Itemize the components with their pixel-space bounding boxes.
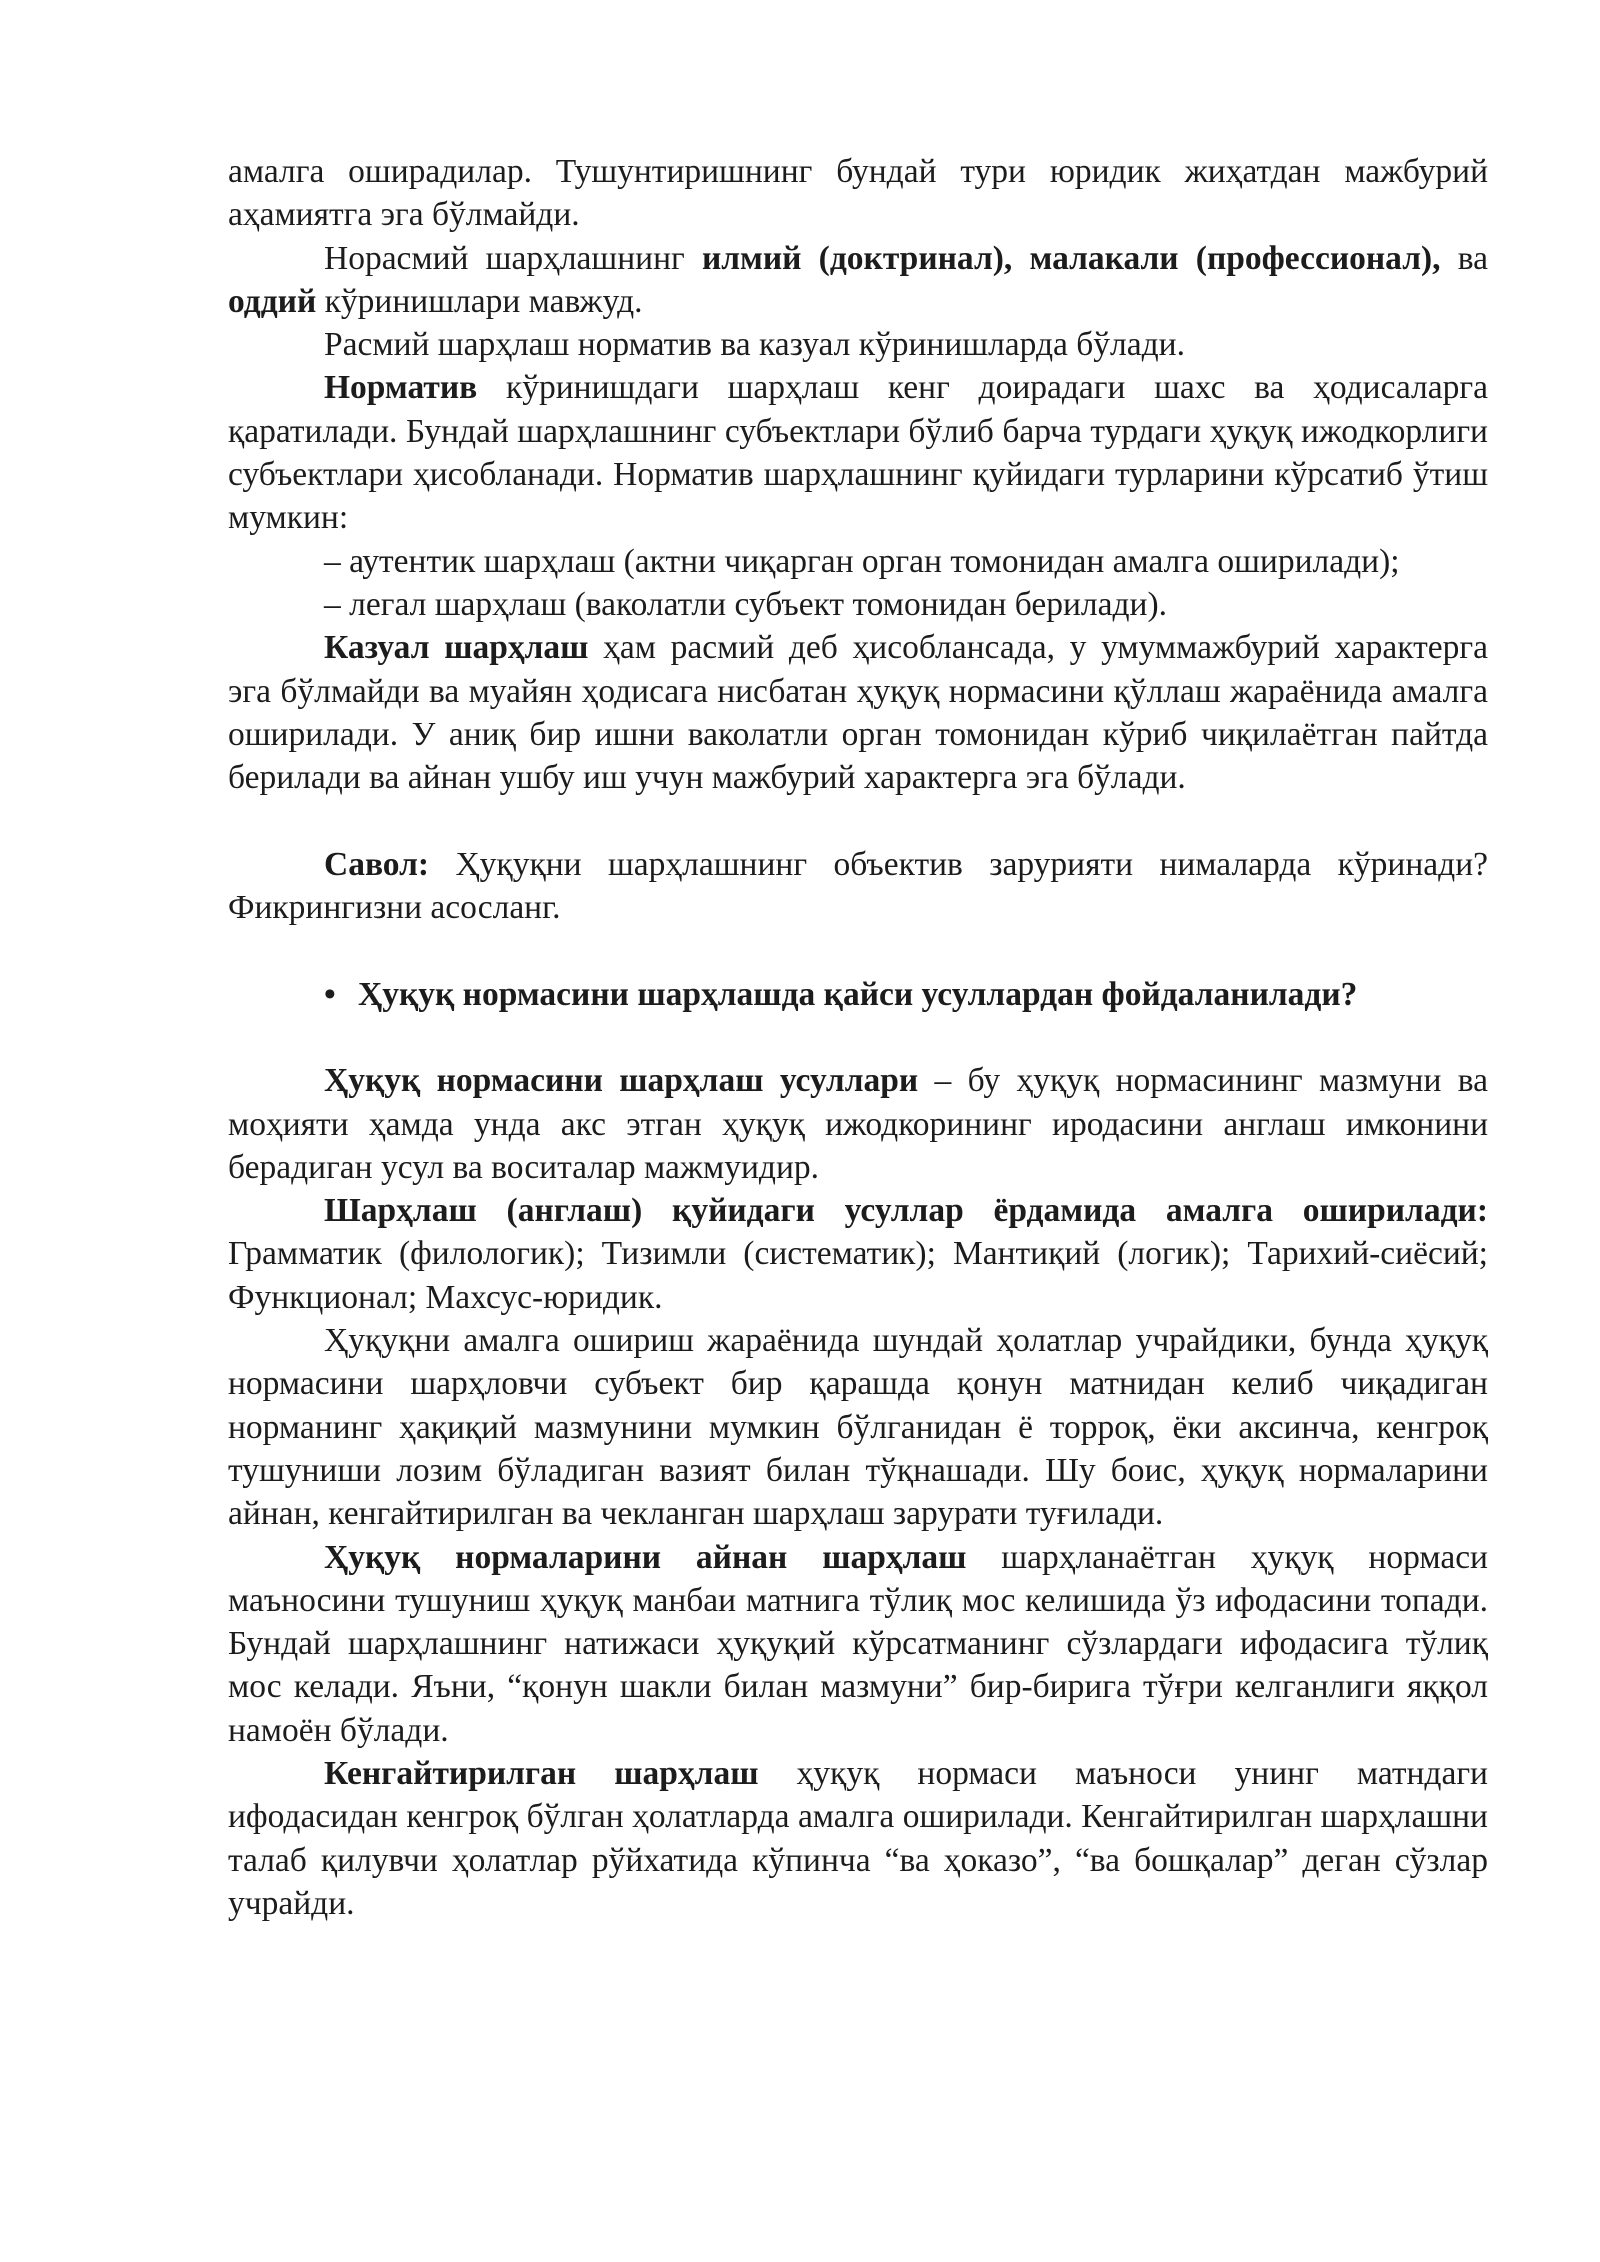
paragraph bbox=[228, 366, 1488, 539]
text-run: ҳам расмий деб ҳисоблансада, у умуммажбурий характерга эга бўлмайди ва муайян ҳодисага нисбатан ҳуқуқ нормасини қўллаш жараёнида амалга оширилади. У аниқ бир ишни ваколатли орган томонидан кўриб чиқилаётган пайтда берилади ва айнан ушбу иш учун мажбурий характерга эга бўлади. bbox=[228, 629, 1488, 797]
bullet-heading-text: Ҳуқуқ нормасини шарҳлашда қайси усуллардан фойдаланилади? bbox=[358, 975, 1358, 1013]
bold-term: Кенгайтирилган шарҳлаш bbox=[324, 1754, 759, 1792]
paragraph: Расмий шарҳлаш норматив ва казуал кўринишларда бўлади. bbox=[324, 326, 1185, 364]
bold-term: Норматив bbox=[324, 369, 478, 407]
list-item: – аутентик шарҳлаш (актни чиқарган орган томонидан амалга оширилади); bbox=[324, 542, 1400, 580]
document-page bbox=[228, 150, 1488, 1925]
text-run: ва bbox=[1440, 239, 1489, 277]
paragraph bbox=[228, 1752, 1488, 1925]
paragraph bbox=[228, 1189, 1488, 1319]
bold-term: илмий (доктринал), малакали (профессионал), bbox=[701, 239, 1441, 277]
text-run: шарҳланаётган ҳуқуқ нормаси маъносини тушуниш ҳуқуқ манбаи матнига тўлиқ мос келишида ўз ифодасини топади. Бундай шарҳлашнинг натижаси ҳуқуқий кўрсатманинг сўзлардаги ифодасига тўлиқ мос келади. Яъни, “қонун шакли билан мазмуни” бир-бирига тўғри келганлиги яққол намоён бўлади. bbox=[228, 1538, 1488, 1749]
paragraph: амалга оширадилар. Тушунтиришнинг бундай тури юридик жиҳатдан мажбурий аҳамиятга эга бўлмайди. bbox=[228, 153, 1488, 234]
text-run: Ҳуқуқни шарҳлашнинг объектив зарурияти нималарда кўринади? Фикрингизни асосланг. bbox=[228, 845, 1488, 927]
blank-line bbox=[228, 929, 1488, 972]
bold-term: оддий bbox=[228, 282, 317, 320]
bold-term: Ҳуқуқ нормаларини айнан шарҳлаш bbox=[324, 1538, 967, 1576]
bullet-icon: • bbox=[324, 975, 336, 1013]
paragraph bbox=[228, 1536, 1488, 1752]
blank-line bbox=[228, 1016, 1488, 1059]
text-run: Грамматик (филологик); Тизимли (систематик); Мантиқий (логик); Тарихий-сиёсий; Функционал; Махсус-юридик. bbox=[228, 1235, 1488, 1316]
bold-term: Казуал шарҳлаш bbox=[324, 629, 589, 667]
bullet-heading bbox=[228, 973, 1488, 1016]
question-label: Савол: bbox=[324, 845, 430, 883]
question-paragraph bbox=[228, 843, 1488, 930]
list-item: – легал шарҳлаш (ваколатли субъект томонидан берилади). bbox=[324, 585, 1168, 623]
text-run: Норасмий шарҳлашнинг bbox=[324, 239, 702, 277]
paragraph bbox=[228, 237, 1488, 324]
bold-term: Ҳуқуқ нормасини шарҳлаш усуллари bbox=[324, 1062, 919, 1100]
bold-term: Шарҳлаш (англаш) қуйидаги усуллар ёрдамида амалга оширилади: bbox=[324, 1192, 1488, 1230]
text-run: кўринишдаги шарҳлаш кенг доирадаги шахс ва ҳодисаларга қаратилади. Бундай шарҳлашнинг субъектлари бўлиб барча турдаги ҳуқуқ ижодкорлиги субъектлари ҳисобланади. Норматив шарҳлашнинг қуйидаги турларини кўрсатиб ўтиш мумкин: bbox=[228, 369, 1488, 537]
paragraph bbox=[228, 626, 1488, 799]
blank-line bbox=[228, 799, 1488, 842]
paragraph: Ҳуқуқни амалга ошириш жараёнида шундай ҳолатлар учрайдики, бунда ҳуқуқ нормасини шарҳловчи субъект бир қарашда қонун матнидан келиб чиқадиган норманинг ҳақиқий мазмунини мумкин бўлганидан ё торроқ, ёки аксинча, кенгроқ тушуниши лозим бўладиган вазият билан тўқнашади. Шу боис, ҳуқуқ нормаларини айнан, кенгайтирилган ва чекланган шарҳлаш зарурати туғилади. bbox=[228, 1322, 1488, 1533]
text-run: ҳуқуқ нормаси маъноси унинг матндаги ифодасидан кенгроқ бўлган ҳолатларда амалга оширилади. Кенгайтирилган шарҳлашни талаб қилувчи ҳолатлар рўйхатида кўпинча “ва ҳоказо”, “ва бошқалар” деган сўзлар учрайди. bbox=[228, 1754, 1488, 1922]
text-run: – бу ҳуқуқ нормасининг мазмуни ва моҳияти ҳамда унда акс этган ҳуқуқ ижодкорининг иродасини англаш имконини берадиган усул ва воситалар мажмуидир. bbox=[228, 1062, 1488, 1186]
text-run: кўринишлари мавжуд. bbox=[316, 282, 643, 320]
paragraph bbox=[228, 1059, 1488, 1189]
